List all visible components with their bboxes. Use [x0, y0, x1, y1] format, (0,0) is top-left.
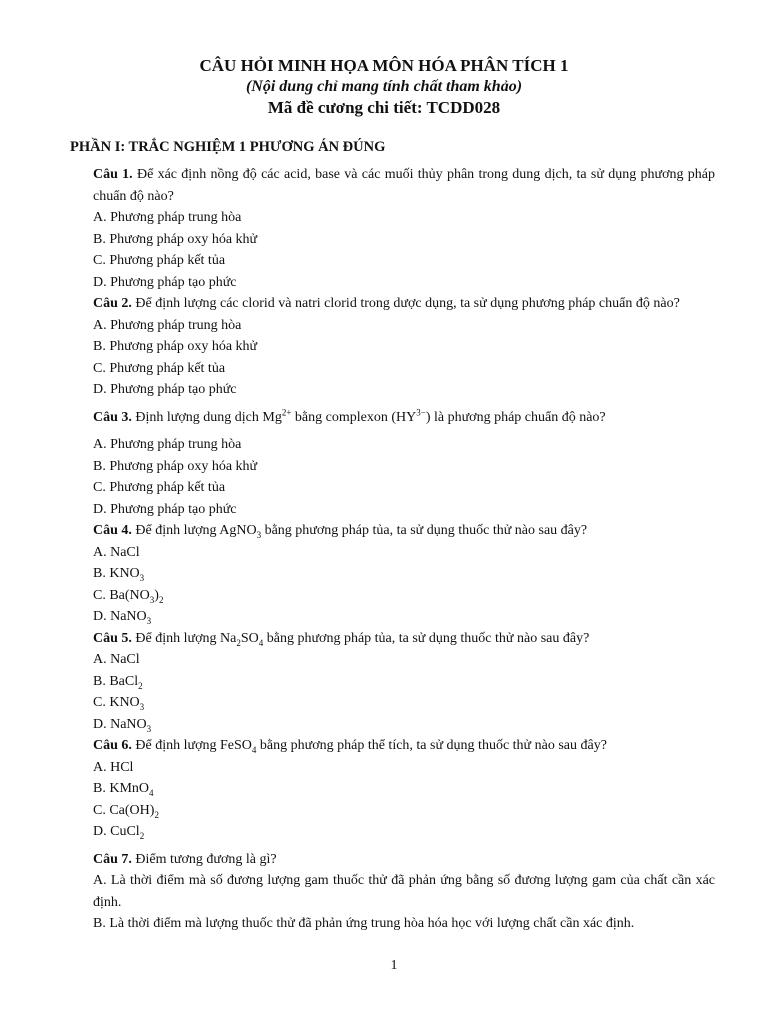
question-list	[93, 164, 715, 935]
course-code-line: Mã đề cương chi tiết: TCDD028	[267, 98, 501, 117]
question-2	[93, 293, 715, 315]
question-7	[93, 849, 715, 871]
option-d: D. Phương pháp tạo phức	[93, 274, 237, 290]
question-label: Câu 7.	[93, 851, 132, 867]
option-d: D. NaNO$_3$	[93, 716, 152, 734]
option-d: D. NaNO$_3$	[93, 609, 152, 626]
option-b: B. Là thời điểm mà lượng thuốc thử đã phản ứng trung hòa hóa học với lượng chất cần xác định.	[93, 916, 635, 931]
question-label: Câu 6.	[93, 738, 132, 753]
option-c: C. $Ba(NO_3)_2$	[93, 587, 164, 605]
page-number: 1	[390, 958, 398, 973]
question-3: Câu 3. Định lượng dung dịch $Mg^{2+}$ bằng complexon $(HY^{3-})$ là phương pháp chuẩn độ nào?	[93, 406, 606, 425]
option-b: B. $KNO_3$	[93, 566, 145, 583]
question-text: Để xác định nồng độ các acid, base và các muối thủy phân trong dung dịch, ta sử dụng phương pháp chuẩn độ nào?	[93, 167, 715, 204]
question-text: Điểm tương đương là gì?	[131, 851, 277, 867]
question-label: Câu 4.	[93, 523, 132, 538]
option-c: C. $KNO_3$	[93, 695, 145, 712]
document-title: CÂU HỎI MINH HỌA MÔN HÓA PHÂN TÍCH 1	[199, 56, 569, 75]
question-label: Câu 3.	[93, 409, 132, 425]
option-a: A. Là thời điểm mà số đương lượng gam thuốc thử đã phản ứng bằng số đương lượng gam của chất cần xác định.	[93, 873, 715, 910]
section-title: PHẦN I: TRẮC NGHIỆM 1 PHƯƠNG ÁN ĐÚNG	[70, 139, 386, 155]
option-a: A. NaCl	[93, 652, 140, 667]
document-subtitle: (Nội dung chỉ mang tính chất tham khảo)	[245, 78, 523, 95]
question-5: Câu 5. Để định lượng $Na_2SO_4$ bằng phương pháp tủa, ta sử dụng thuốc thử nào sau đây?	[93, 630, 590, 648]
option-c: C. Phương pháp kết tủa	[93, 360, 226, 376]
option-a: A. HCl	[93, 759, 134, 775]
question-label: Câu 5.	[93, 630, 132, 646]
option-a: A. Phương pháp trung hòa	[93, 210, 242, 225]
option-b: B. Phương pháp oxy hóa khử	[93, 231, 258, 247]
option-a: A. NaCl	[93, 544, 140, 560]
question-6: Câu 6. Để định lượng FeSO$_4$ bằng phương pháp thể tích, ta sử dụng thuốc thử nào sau đây?	[93, 738, 607, 755]
question-1	[93, 164, 715, 207]
question-label: Câu 1.	[93, 167, 133, 182]
option-a: A. Phương pháp trung hòa	[93, 437, 242, 452]
option-c: C. Phương pháp kết tủa	[93, 253, 226, 268]
option-b: B. KMnO$_4$	[93, 781, 154, 798]
option-c: C. $Ca(OH)_2$	[93, 802, 159, 820]
option-b: B. Phương pháp oxy hóa khử	[93, 458, 258, 474]
option-d: D. CuCl$_2$	[93, 824, 145, 841]
question-4: Câu 4. Để định lượng AgNO$_3$ bằng phương pháp tủa, ta sử dụng thuốc thử nào sau đây?	[93, 523, 588, 540]
question-label: Câu 2.	[93, 296, 132, 311]
option-b: B. BaCl$_2$	[93, 673, 143, 691]
option-c: C. Phương pháp kết tủa	[93, 480, 226, 495]
option-b: B. Phương pháp oxy hóa khử	[93, 339, 258, 354]
question-text: Để định lượng các clorid và natri clorid trong dược dụng, ta sử dụng phương pháp chuẩn độ nào?	[131, 296, 680, 311]
option-a: A. Phương pháp trung hòa	[93, 317, 242, 333]
option-d: D. Phương pháp tạo phức	[93, 382, 237, 397]
option-d: D. Phương pháp tạo phức	[93, 501, 237, 517]
